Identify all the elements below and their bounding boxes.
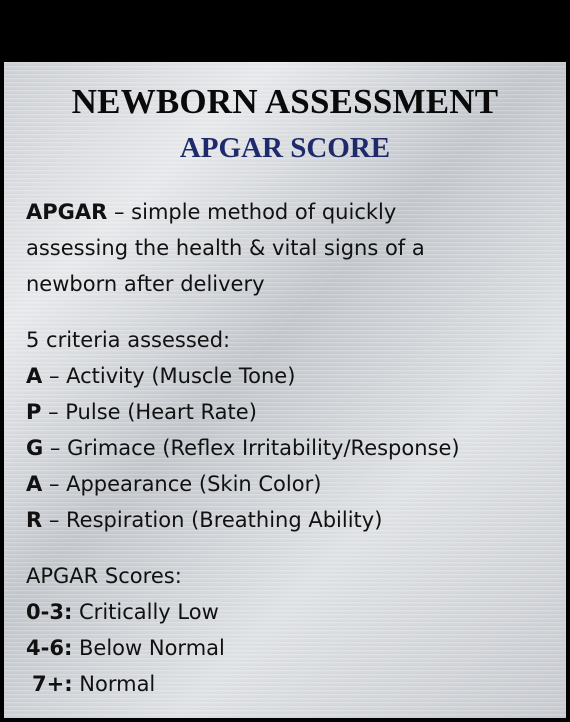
score-range: 4-6: bbox=[26, 636, 73, 660]
score-item bbox=[26, 630, 225, 666]
criteria-item bbox=[26, 358, 460, 394]
criteria-text: – Grimace (Reflex Irritability/Response) bbox=[43, 436, 460, 460]
criteria-letter: A bbox=[26, 472, 43, 496]
apgar-card bbox=[4, 62, 566, 718]
criteria-text: – Activity (Muscle Tone) bbox=[42, 364, 296, 388]
score-label: Below Normal bbox=[72, 636, 225, 660]
criteria-item bbox=[26, 394, 460, 430]
intro-paragraph bbox=[26, 194, 425, 302]
criteria-text: – Pulse (Heart Rate) bbox=[41, 400, 257, 424]
criteria-item bbox=[26, 430, 460, 466]
intro-line-1 bbox=[26, 194, 425, 230]
criteria-text: – Respiration (Breathing Ability) bbox=[42, 508, 383, 532]
criteria-item bbox=[26, 502, 460, 538]
criteria-letter: G bbox=[26, 436, 44, 460]
scores-heading: APGAR Scores: bbox=[26, 564, 182, 588]
intro-term: APGAR bbox=[26, 200, 108, 224]
score-label: Critically Low bbox=[72, 600, 219, 624]
score-item bbox=[26, 594, 225, 630]
intro-line-2: assessing the health & vital signs of a bbox=[26, 236, 425, 260]
score-range: 7+: bbox=[32, 672, 73, 696]
criteria-text: – Appearance (Skin Color) bbox=[42, 472, 322, 496]
criteria-letter: R bbox=[26, 508, 43, 532]
score-item bbox=[26, 666, 225, 702]
criteria-letter: P bbox=[26, 400, 42, 424]
intro-line-1-rest: – simple method of quickly bbox=[107, 200, 397, 224]
page-subtitle: APGAR SCORE bbox=[179, 132, 391, 164]
intro-line-3: newborn after delivery bbox=[26, 272, 265, 296]
score-range: 0-3: bbox=[26, 600, 73, 624]
criteria-item bbox=[26, 466, 460, 502]
criteria-heading: 5 criteria assessed: bbox=[26, 328, 231, 352]
score-label: Normal bbox=[72, 672, 156, 696]
page-title: NEWBORN ASSESSMENT bbox=[71, 82, 499, 121]
scores-list bbox=[26, 558, 225, 702]
criteria-list bbox=[26, 322, 460, 538]
criteria-letter: A bbox=[26, 364, 43, 388]
